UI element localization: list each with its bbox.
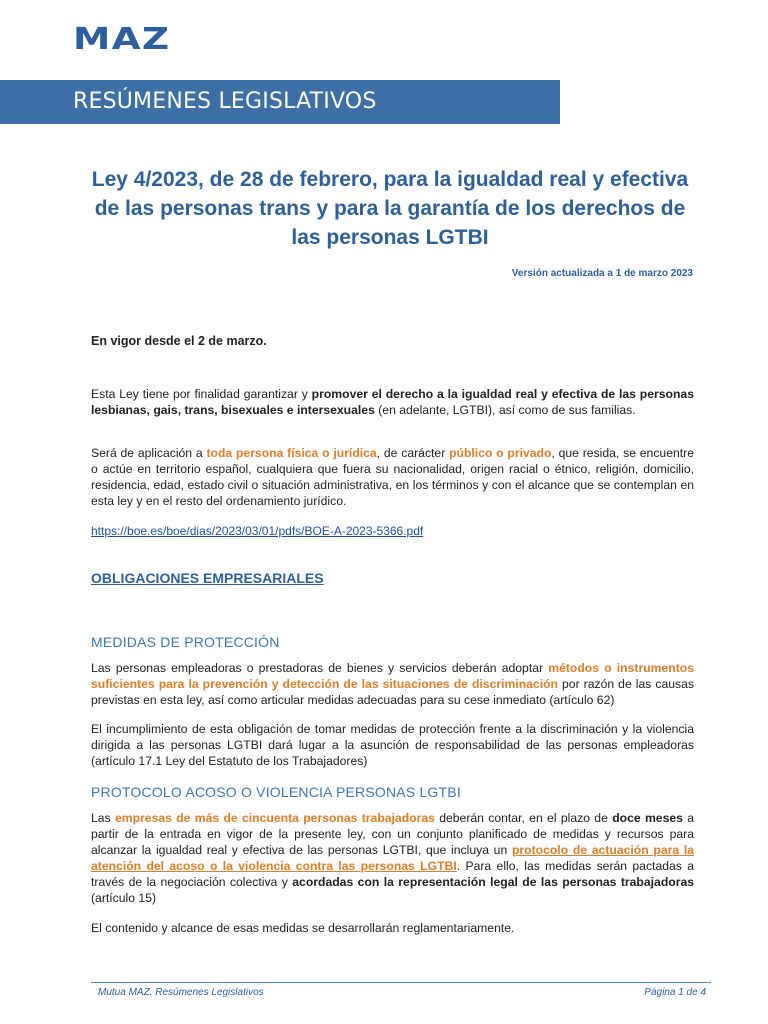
text-run-highlight: toda persona física o jurídica (206, 446, 377, 460)
footer-divider (91, 982, 711, 983)
footer-source: Mutua MAZ. Resúmenes Legislativos (98, 987, 264, 998)
text-run: Esta Ley tiene por finalidad garantizar y (91, 387, 312, 401)
text-run: (en adelante, LGTBI), así como de sus familias. (374, 403, 636, 417)
maz-logo: MAZ (73, 22, 171, 57)
text-run-bold: acordadas con la representación legal de las personas trabajadoras (292, 875, 695, 889)
in-force-date: En vigor desde el 2 de marzo. (91, 334, 267, 348)
text-run: . Para ello, las medidas serán pactadas a través de la negociación colectiva y (91, 859, 694, 889)
paragraph-scope (91, 445, 694, 509)
subsection-heading-protection: MEDIDAS DE PROTECCIÓN (91, 634, 280, 650)
paragraph-purpose (91, 386, 694, 418)
boe-link[interactable]: https://boe.es/boe/dias/2023/03/01/pdfs/BOE-A-2023-5366.pdf (91, 524, 424, 538)
text-run: Las personas empleadoras o prestadoras de bienes y servicios deberán adoptar (91, 661, 549, 675)
section-heading: OBLIGACIONES EMPRESARIALES (91, 570, 324, 586)
text-run: , de carácter (376, 446, 450, 460)
text-run: deberán contar, en el plazo de (434, 811, 613, 825)
text-run: por razón de las causas previstas en esta ley, así como articular medidas adecuadas para su cese inmediato (artículo 62) (91, 677, 694, 707)
text-run-bold: promover el derecho a la igualdad real y efectiva de las personas lesbianas, gais, trans, bisexuales e intersexuales (91, 387, 694, 417)
text-run: , que resida, se encuentre o actúe en territorio español, cualquiera que fuera su nacionalidad, origen racial o étnico, religión, domicilio, residencia, edad, estado civil o situación administrativa, en los términos y con el alcance que se contemplan en esta ley y en el resto del ordenamiento jurídico. (91, 446, 694, 508)
text-run-highlight: empresas de más de cincuenta personas trabajadoras (114, 811, 435, 825)
paragraph-protection-measures (91, 660, 694, 708)
version-note: Versión actualizada a 1 de marzo 2023 (511, 268, 693, 279)
text-run-highlight: métodos o instrumentos suficientes para la prevención y detección de las situaciones de discriminación (91, 661, 694, 691)
page-number: Página 1 de 4 (644, 987, 706, 998)
text-run: Será de aplicación a (91, 446, 207, 460)
document-title: Ley 4/2023, de 28 de febrero, para la igualdad real y efectiva de las personas trans y para la garantía de los derechos de las personas LGTBI (91, 168, 689, 249)
text-run: a partir de la entrada en vigor de la presente ley, con un conjunto planificado de medidas y recursos para alcanzar la igualdad real y efectiva de las personas LGTBI, que incluya un (91, 811, 695, 857)
paragraph-protocol (91, 810, 694, 906)
text-run: (artículo 15) (91, 891, 157, 905)
paragraph-regulation: El contenido y alcance de esas medidas se desarrollarán reglamentariamente. (91, 921, 515, 935)
text-run: Las (91, 811, 115, 825)
subsection-heading-protocol: PROTOCOLO ACOSO O VIOLENCIA PERSONAS LGTBI (91, 784, 461, 800)
section-banner (0, 80, 560, 124)
text-run-highlight-underlined: protocolo de actuación para la atención del acoso o la violencia contra las personas LGTBI (91, 843, 694, 873)
banner-title: RESÚMENES LEGISLATIVOS (73, 89, 377, 114)
text-run-highlight: público o privado (449, 446, 552, 460)
paragraph-noncompliance: El incumplimiento de esta obligación de tomar medidas de protección frente a la discriminación y la violencia dirigida a las personas LGTBI dará lugar a la asunción de responsabilidad de las personas empleadoras (artículo 17.1 Ley del Estatuto de los Trabajadores) (91, 722, 694, 768)
text-run-bold: doce meses (612, 811, 683, 825)
